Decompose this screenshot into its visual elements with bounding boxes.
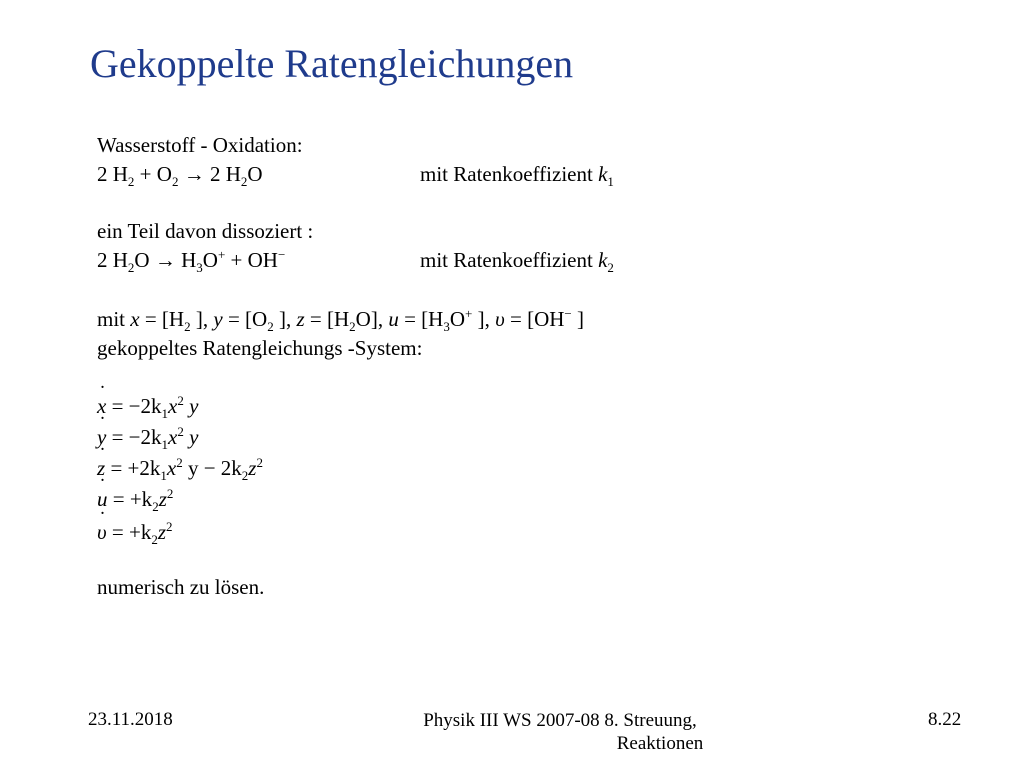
footer-course (400, 709, 720, 755)
equation-y: ˙ $y = -2k_1x^2$ y (97, 425, 198, 449)
reaction-dissociation: 2 $H_2O \to H_3O^+ + OH^-$ mit Ratenkoeffizient $k_2$ (97, 247, 614, 276)
equation-u: ˙ $u = +k_2z^2$ (97, 487, 173, 511)
equation-x: ˙ $x = -2k_1x^2$ y (97, 394, 198, 418)
footer-date: 23.11.2018 (88, 709, 173, 730)
heading-dissociation: ein Teil davon dissoziert : (97, 219, 314, 243)
system-heading: gekoppeltes Ratengleichungs -System: (97, 336, 423, 360)
closing-text: numerisch zu lösen. (97, 575, 265, 599)
reaction-oxidation: 2 $H_2 + O_2 \to 2$ $H_2O$ mit Ratenkoeffizient $k_1$ (97, 162, 614, 190)
variable-definitions: mit $x = [H_2$ ], $y = [O_2$ ], $z = [H_2O]$, $u = [H_3O^+$ ], υ = [OH− ] (97, 306, 585, 335)
slide-title: Gekoppelte Ratengleichungen (90, 41, 574, 86)
equation-v: ˙ $\upsilon = +k_2z^2$ (97, 520, 173, 544)
equation-z: ˙ $z = +2k_1x^2$ $y - 2k_2z^2$ (97, 456, 263, 480)
footer-course-line1: Physik III WS 2007-08 8. Streuung, (423, 710, 697, 731)
footer-page-number: 8.22 (928, 709, 962, 730)
footer-course-line2: Reaktionen (616, 733, 704, 754)
heading-oxidation: Wasserstoff - Oxidation: (97, 133, 303, 157)
